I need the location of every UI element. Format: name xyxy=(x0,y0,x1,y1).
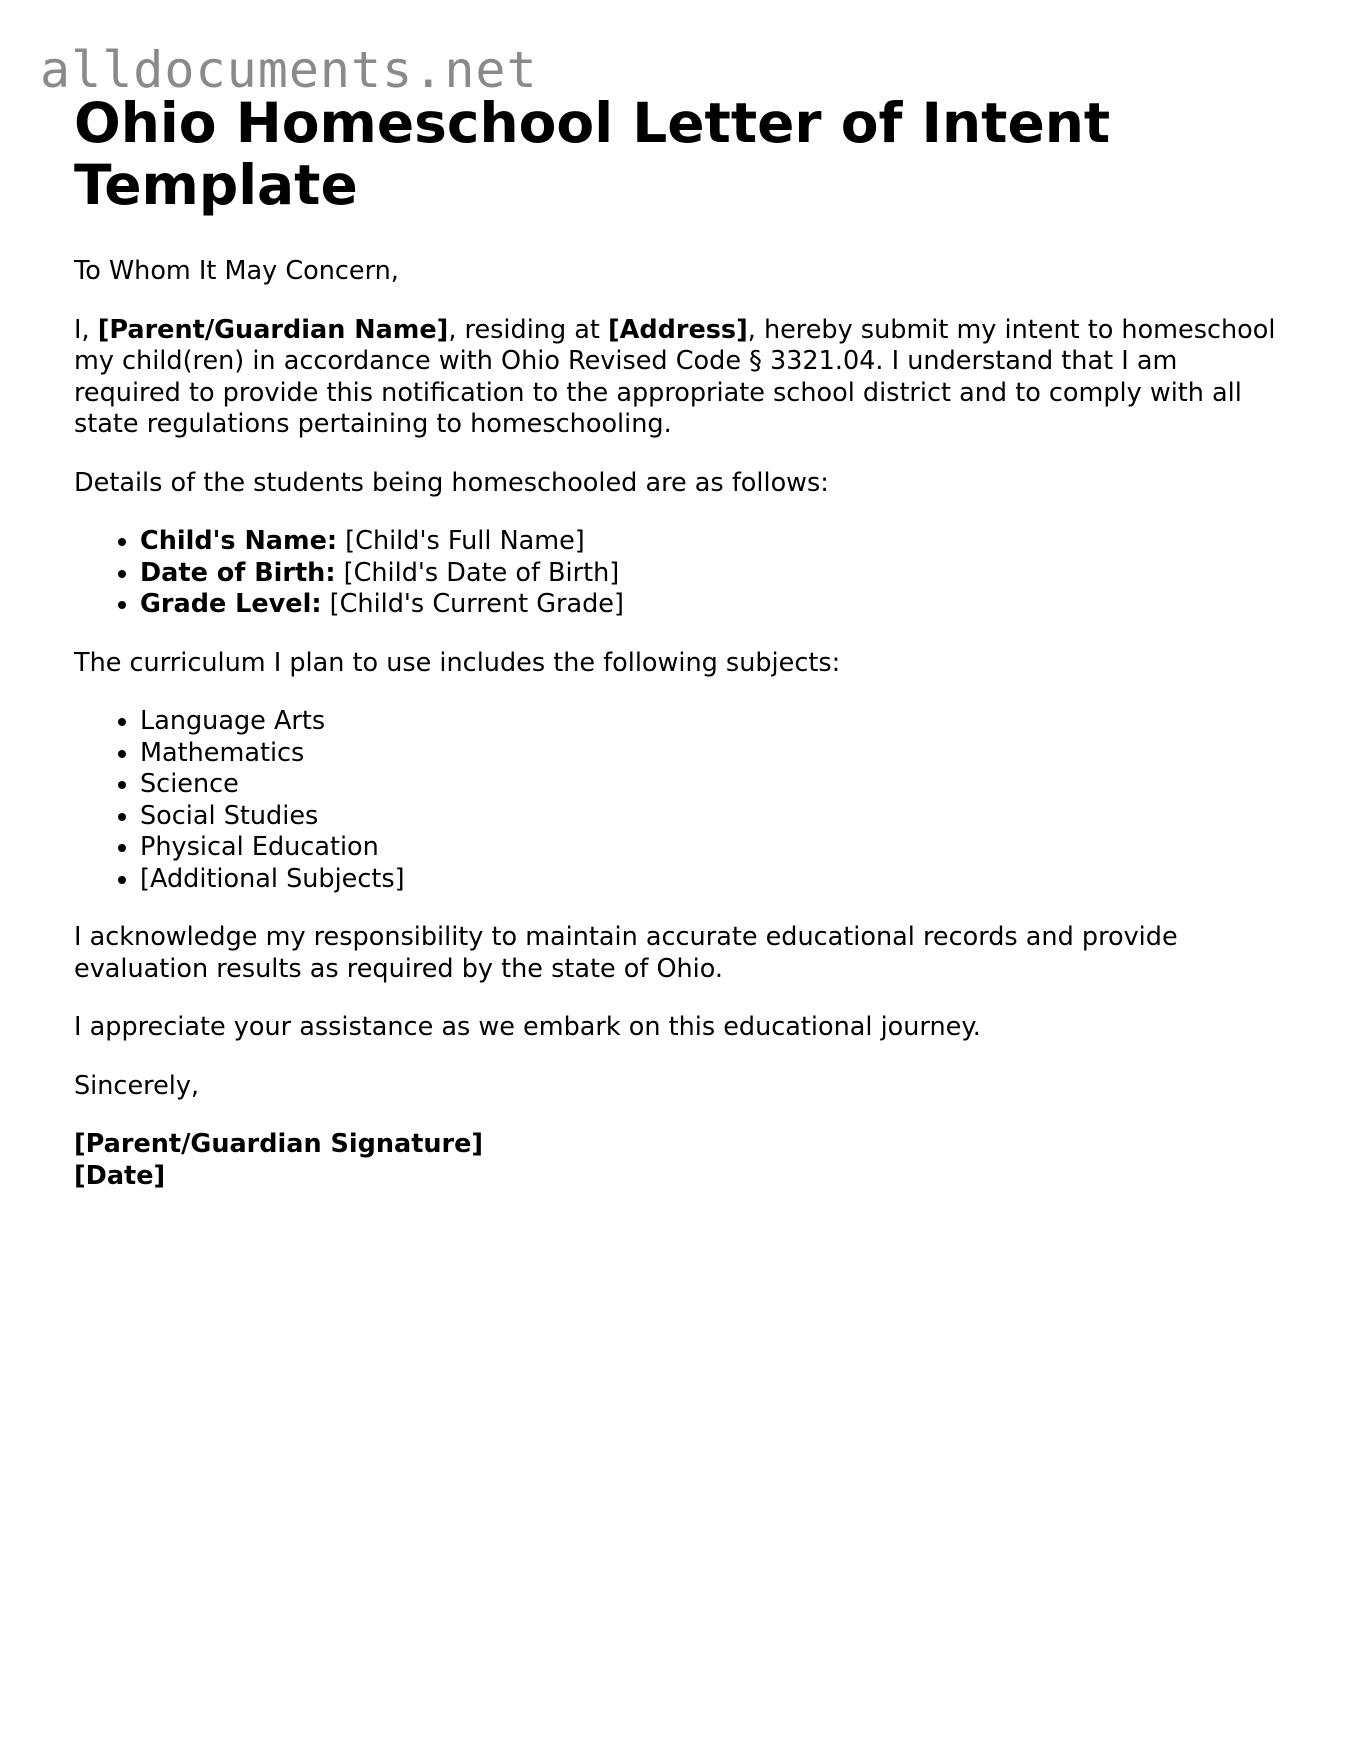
detail-label-childs-name: Child's Name: xyxy=(140,526,338,556)
signature-block xyxy=(74,1129,1284,1192)
list-item xyxy=(140,589,1284,621)
subject-item: • Language Arts xyxy=(140,706,1284,738)
student-details-list xyxy=(74,526,1284,621)
intro-suffix: , hereby submit my intent to homeschool my child(ren) in accordance with Ohio Revised Code § 3321.04. I understand that I am required to provide this notification to the appropriate school district and to comply with all state regulations pertaining to homeschooling. xyxy=(74,314,1276,439)
detail-label-date-of-birth: Date of Birth: xyxy=(140,557,336,588)
detail-value-date-of-birth: [Child's Date of Birth] xyxy=(335,557,620,588)
intro-prefix: I, xyxy=(74,314,98,345)
acknowledgement-paragraph: I acknowledge my responsibility to maintain accurate educational records and provide evaluation results as required by the state of Ohio. xyxy=(74,922,1178,984)
document-page xyxy=(74,92,1284,1192)
date-placeholder: [Date] xyxy=(74,1160,166,1191)
subject-item: • Mathematics xyxy=(140,738,1284,770)
signature-placeholder: [Parent/Guardian Signature] xyxy=(74,1129,484,1159)
intro-paragraph xyxy=(74,315,1284,441)
subject-item: • Physical Education xyxy=(140,832,1284,864)
subject-item: • [Additional Subjects] xyxy=(140,864,1284,896)
detail-value-childs-name: [Child's Full Name] xyxy=(337,526,585,556)
closing: Sincerely, xyxy=(74,1070,200,1101)
list-item xyxy=(140,526,1284,558)
address-placeholder: [Address] xyxy=(607,314,748,345)
intro-middle: , residing at xyxy=(448,314,608,345)
watermark: alldocuments.net xyxy=(40,41,538,99)
parent-name-placeholder: [Parent/Guardian Name] xyxy=(97,314,449,345)
list-item xyxy=(140,558,1284,590)
document-title: Ohio Homeschool Letter of Intent Template xyxy=(74,91,1111,217)
subject-item: • Science xyxy=(140,769,1284,801)
subjects-list xyxy=(74,706,1284,895)
details-intro: Details of the students being homeschooled are as follows: xyxy=(74,467,829,498)
subject-item: • Social Studies xyxy=(140,801,1284,833)
detail-label-grade-level: Grade Level: xyxy=(140,589,322,619)
salutation: To Whom It May Concern, xyxy=(74,256,399,286)
detail-value-grade-level: [Child's Current Grade] xyxy=(321,589,624,619)
curriculum-intro: The curriculum I plan to use includes the following subjects: xyxy=(74,647,841,678)
appreciation-paragraph: I appreciate your assistance as we embark on this educational journey. xyxy=(74,1012,981,1042)
